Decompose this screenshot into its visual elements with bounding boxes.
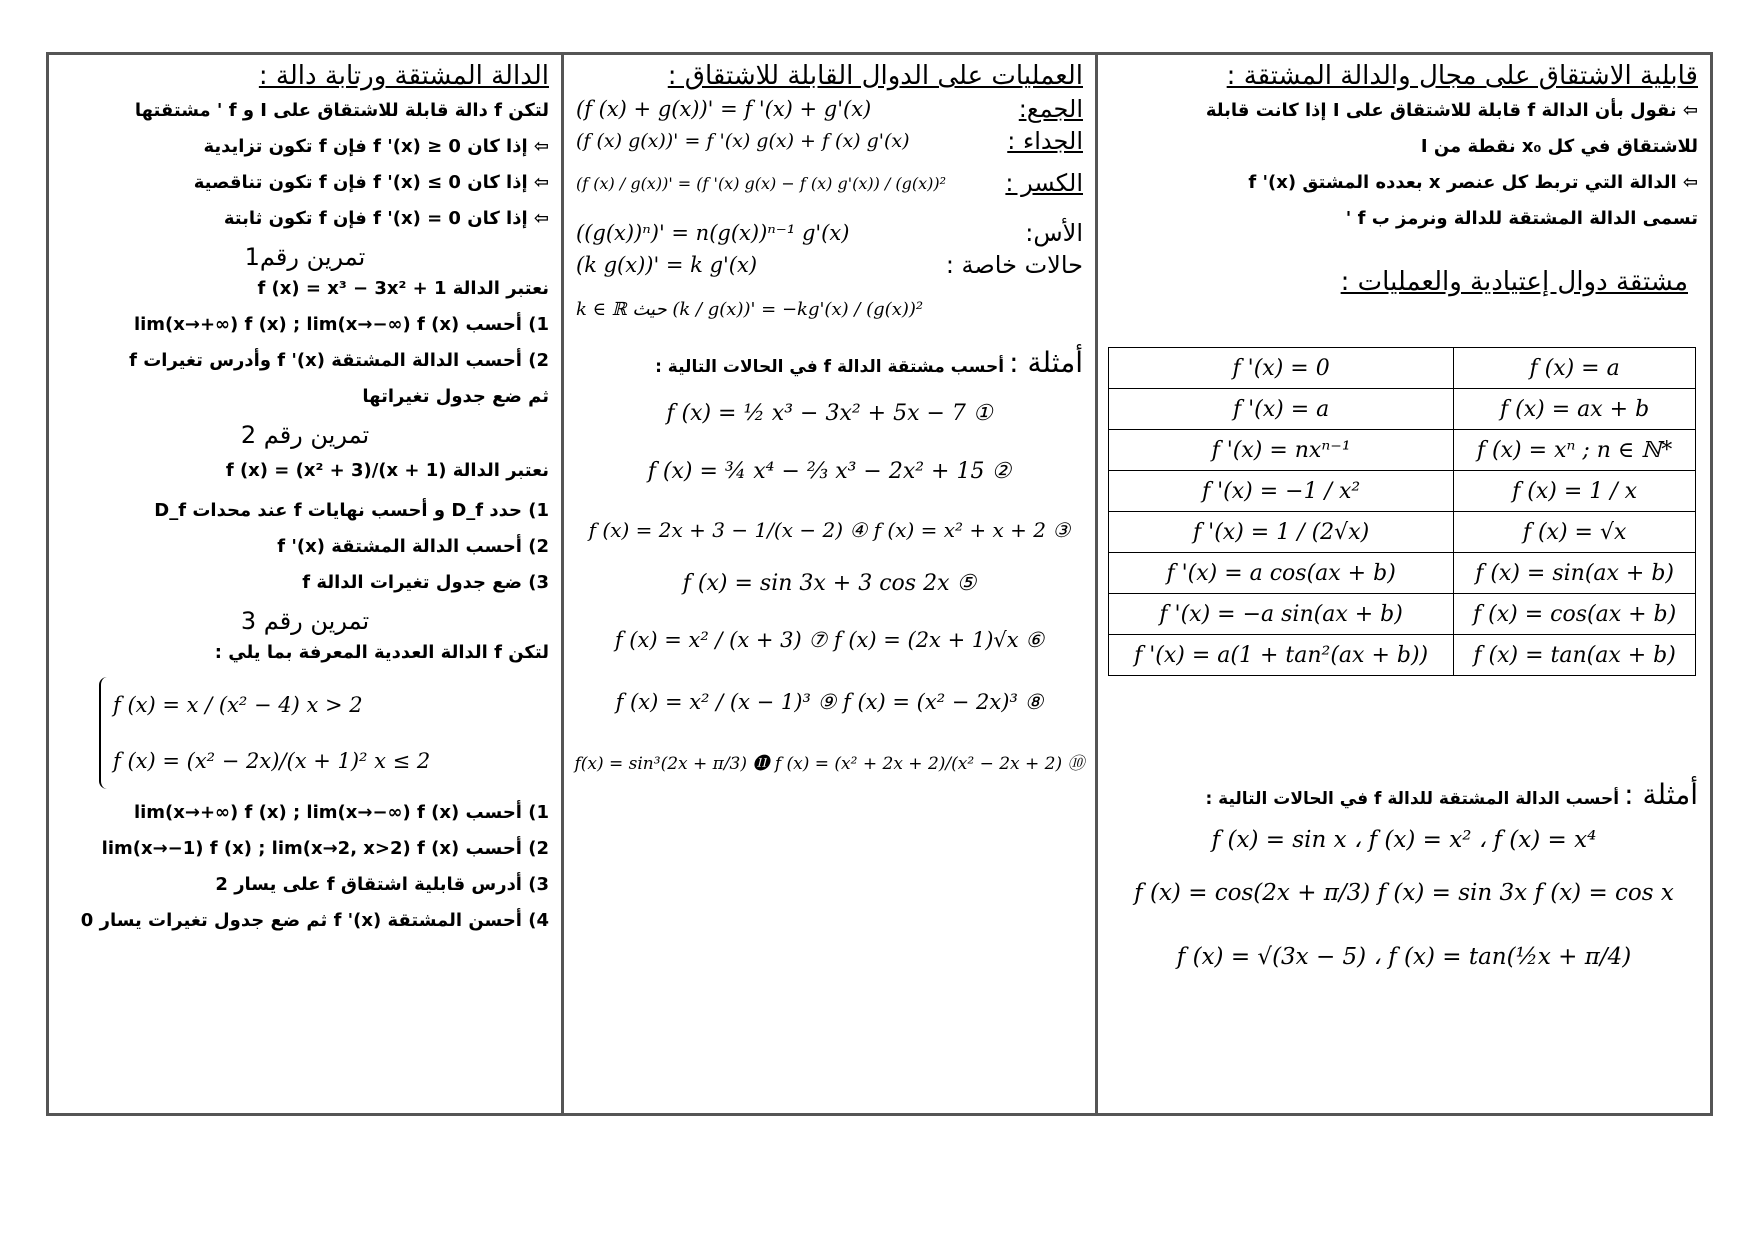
rule-special-2	[576, 299, 1083, 320]
column-monotonicity	[49, 55, 561, 1113]
examples-description: أحسب مشتقة الدالة f في الحالات التالية :	[655, 357, 1005, 377]
text-line: ⇦ نقول بأن الدالة f قابلة للاشتقاق على I إذا كانت قابلة	[1205, 100, 1698, 121]
exercise-title: تمرين رقم 2	[240, 421, 370, 449]
table-cell: f '(x) = −1 / x²	[1109, 471, 1454, 512]
example-line: f (x) = cos(2x + π/3) f (x) = sin 3x f (x) = cos x	[1134, 880, 1674, 906]
text-line: 2) أحسب الدالة المشتقة f '(x) وأدرس تغيرات f	[129, 350, 549, 371]
text-line: نعتبر الدالة f (x) = (x² + 3)/(x + 1)	[225, 460, 549, 481]
table-row	[1109, 553, 1696, 594]
examples-description: أحسب الدالة المشتقة للدالة f في الحالات التالية :	[1205, 789, 1620, 809]
text-line: ⇦ إذا كان f '(x) ≤ 0 فإن f تكون تناقصية	[193, 172, 549, 193]
exercise-title: تمرين رقم 3	[240, 607, 370, 635]
text-line: 3) ضع جدول تغيرات الدالة f	[302, 572, 549, 593]
text-line: 4) أحسن المشتقة f '(x) ثم ضع جدول تغيرات يسار 0	[80, 910, 549, 931]
section-title-monotonicity: الدالة المشتقة ورتابة دالة :	[258, 61, 549, 91]
table-row	[1109, 635, 1696, 676]
text-line: 2) أحسب lim(x→−1) f (x) ; lim(x→2, x>2) f (x)	[101, 838, 549, 859]
table-cell: f '(x) = 0	[1109, 348, 1454, 389]
section-title-operations: العمليات على الدوال القابلة للاشتقاق :	[667, 61, 1083, 91]
example-line: f (x) = 2x + 3 − 1/(x − 2) ④ f (x) = x² + x + 2 ③	[588, 518, 1071, 542]
rule-product	[576, 127, 1083, 155]
example-line: f (x) = ¾ x⁴ − ⅔ x³ − 2x² + 15 ②	[647, 459, 1012, 484]
table-cell: f '(x) = a(1 + tan²(ax + b))	[1109, 635, 1454, 676]
column-differentiability	[1098, 55, 1710, 1113]
rule-special	[576, 251, 1083, 279]
table-row	[1109, 471, 1696, 512]
text-line: ⇦ الدالة التي تربط كل عنصر x بعدده المشتق f '(x)	[1248, 172, 1698, 193]
section-title-differentiability: قابلية الاشتقاق على مجال والدالة المشتقة :	[1226, 61, 1698, 91]
table-cell: f (x) = √x	[1454, 512, 1696, 553]
rule-sum	[576, 95, 1083, 123]
example-line: f (x) = sin 3x + 3 cos 2x ⑤	[682, 571, 977, 596]
example-line: f (x) = x² / (x + 3) ⑦ f (x) = (2x + 1)√x ⑥	[614, 628, 1045, 652]
table-cell: f (x) = 1 / x	[1454, 471, 1696, 512]
text-line: نعتبر الدالة f (x) = x³ − 3x² + 1	[257, 278, 549, 299]
text-line: 1) أحسب lim(x→+∞) f (x) ; lim(x→−∞) f (x)	[133, 314, 549, 335]
derivatives-table	[1108, 347, 1696, 676]
rule-formula: ((g(x))ⁿ)' = n(g(x))ⁿ⁻¹ g'(x)	[576, 221, 850, 245]
text-line: لتكن f دالة قابلة للاشتقاق على I و f ' مشتقتها	[134, 100, 549, 121]
rule-formula: (f (x) + g(x))' = f '(x) + g'(x)	[576, 97, 872, 121]
table-cell: f '(x) = a cos(ax + b)	[1109, 553, 1454, 594]
table-cell: f (x) = sin(ax + b)	[1454, 553, 1696, 594]
table-row	[1109, 512, 1696, 553]
text-line: تسمى الدالة المشتقة للدالة ونرمز ب f '	[1345, 208, 1698, 229]
text-line: لتكن f الدالة العددية المعرفة بما يلي :	[214, 642, 549, 663]
text-line: 3) أدرس قابلية اشتقاق f على يسار 2	[215, 874, 549, 895]
example-line: f (x) = sin x ، f (x) = x² ، f (x) = x⁴	[1211, 827, 1597, 853]
examples-title: أمثلة :	[1624, 778, 1698, 811]
table-cell: f (x) = a	[1454, 348, 1696, 389]
example-line: f (x) = √(3x − 5) ، f (x) = tan(½x + π/4)	[1176, 944, 1632, 970]
example-line: f(x) = sin³(2x + π/3) ⓫ f (x) = (x² + 2x + 2)/(x² − 2x + 2) ⑩	[574, 754, 1085, 774]
rule-label: الجمع:	[1018, 95, 1083, 123]
text-line: 2) أحسب الدالة المشتقة f '(x)	[277, 536, 549, 557]
example-line: f (x) = ½ x³ − 3x² + 5x − 7 ①	[666, 401, 993, 426]
column-operations	[561, 55, 1098, 1113]
table-cell: f '(x) = a	[1109, 389, 1454, 430]
text-line: ⇦ إذا كان f '(x) ≥ 0 فإن f تكون تزايدية	[203, 136, 549, 157]
piecewise-function	[99, 677, 561, 789]
rule-formula: (k g(x))' = k g'(x)	[576, 253, 758, 277]
rule-label: الجداء :	[1007, 127, 1083, 155]
table-cell: f '(x) = −a sin(ax + b)	[1109, 594, 1454, 635]
example-line: f (x) = x² / (x − 1)³ ⑨ f (x) = (x² − 2x)³ ⑧	[615, 690, 1044, 714]
table-cell: f (x) = xⁿ ; n ∈ ℕ*	[1454, 430, 1696, 471]
piecewise-case: f (x) = (x² − 2x)/(x + 1)² x ≤ 2	[113, 749, 431, 773]
rule-label: حالات خاصة :	[945, 251, 1083, 279]
table-row	[1109, 389, 1696, 430]
examples-header-mid	[576, 346, 1083, 379]
worksheet-frame	[46, 52, 1713, 1116]
table-cell: f (x) = ax + b	[1454, 389, 1696, 430]
rule-quotient	[576, 169, 1083, 197]
rule-power	[576, 219, 1083, 247]
examples-title: أمثلة :	[1009, 346, 1083, 379]
rule-formula: k ∈ ℝ حيث (k / g(x))' = −kg'(x) / (g(x))²	[576, 299, 924, 320]
table-cell: f (x) = cos(ax + b)	[1454, 594, 1696, 635]
piecewise-case: f (x) = x / (x² − 4) x > 2	[113, 693, 363, 717]
rule-formula: (f (x) / g(x))' = (f '(x) g(x) − f (x) g'(x)) / (g(x))²	[576, 173, 947, 193]
rule-formula: (f (x) g(x))' = f '(x) g(x) + f (x) g'(x)	[576, 130, 910, 152]
table-cell: f '(x) = nxⁿ⁻¹	[1109, 430, 1454, 471]
section-title-usual-derivatives: مشتقة دوال إعتيادية والعمليات :	[1340, 267, 1688, 297]
rule-label: الكسر :	[1005, 169, 1083, 197]
rule-label: الأس:	[1025, 219, 1083, 247]
table-row	[1109, 594, 1696, 635]
exercise-title: تمرين رقم1	[244, 243, 366, 271]
table-row	[1109, 348, 1696, 389]
examples-block-right	[1098, 775, 1710, 989]
table-cell: f (x) = tan(ax + b)	[1454, 635, 1696, 676]
text-line: 1) حدد D_f و أحسب نهايات f عند محدات D_f	[154, 500, 549, 521]
text-line: ثم ضع جدول تغيراتها	[362, 386, 549, 407]
table-row	[1109, 430, 1696, 471]
text-line: ⇦ إذا كان f '(x) = 0 فإن f تكون ثابتة	[223, 208, 549, 229]
table-cell: f '(x) = 1 / (2√x)	[1109, 512, 1454, 553]
text-line: 1) أحسب lim(x→+∞) f (x) ; lim(x→−∞) f (x)	[133, 802, 549, 823]
text-line: للاشتقاق في كل x₀ نقطة من I	[1420, 136, 1698, 157]
